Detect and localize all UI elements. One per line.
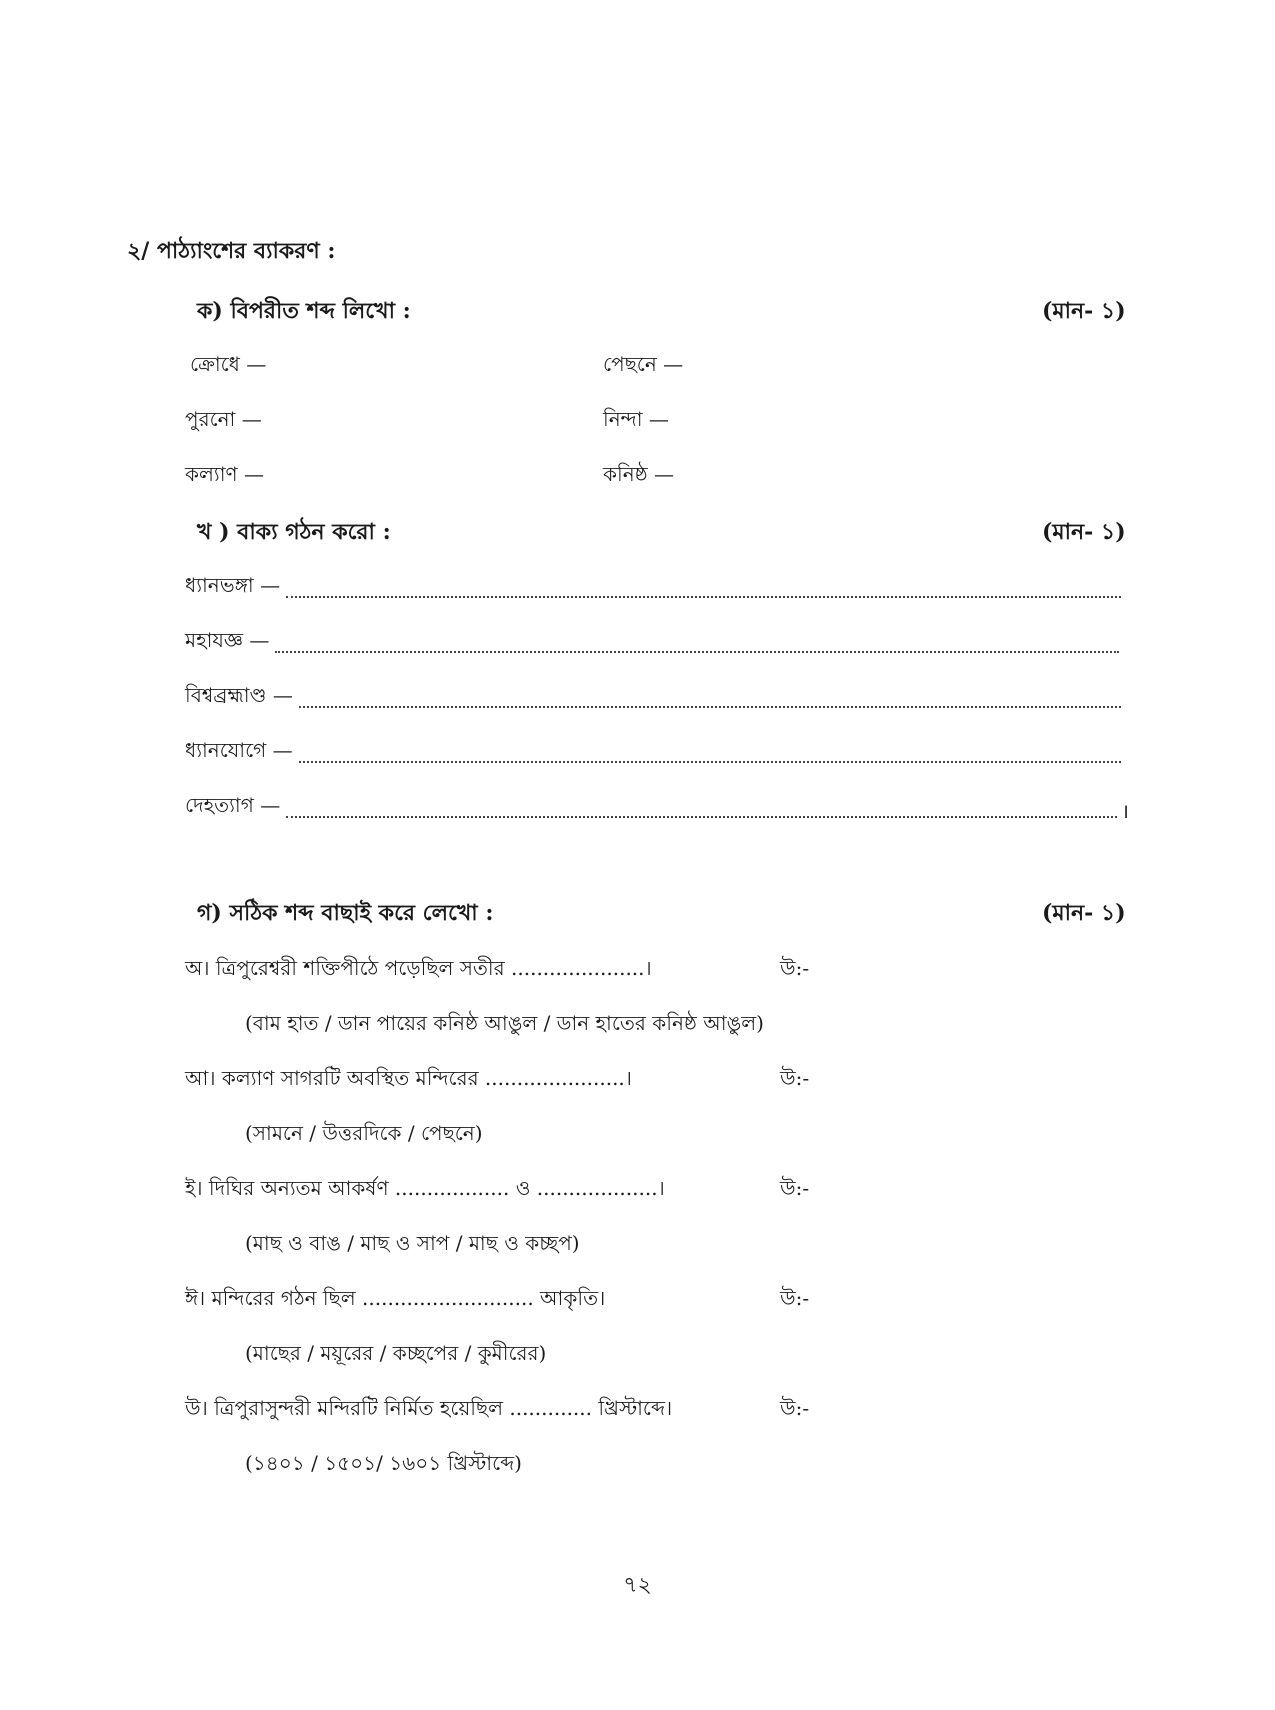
sentence-row — [185, 681, 1125, 714]
sentence-word: দেহত্যাগ — — [185, 793, 281, 817]
page-number: ৭২ — [623, 1573, 652, 1598]
sentence-word: বিশ্বব্রহ্মাণ্ড — — [185, 683, 293, 707]
section-c-marks: (মান- ১) — [1042, 900, 1126, 926]
question: উ। ত্রিপুরাসুন্দরী মন্দিরটি নির্মিত হয়েছিল ............. খ্রিস্টাব্দে। — [185, 1396, 673, 1420]
sentence-row — [185, 736, 1125, 769]
answer-line[interactable] — [299, 761, 1121, 763]
sentence-word: ধ্যানযোগে — — [185, 738, 293, 762]
antonym-word: পেছনে — — [603, 352, 684, 376]
answer-label: উ:- — [780, 956, 810, 980]
options: (মাছ ও বাঙ / মাছ ও সাপ / মাছ ও কচ্ছপ) — [245, 1231, 580, 1255]
section-b-title: খ ) বাক্য গঠন করো : — [197, 519, 391, 545]
antonym-word: ক্রোধে — — [190, 352, 267, 376]
options: (সামনে / উত্তরদিকে / পেছনে) — [245, 1121, 483, 1145]
end-mark: । — [1121, 799, 1129, 823]
antonym-word: নিন্দা — — [603, 407, 669, 431]
options: (বাম হাত / ডান পায়ের কনিষ্ঠ আঙুল / ডান হাতের কনিষ্ঠ আঙুল) — [245, 1011, 764, 1035]
answer-line[interactable] — [286, 596, 1121, 598]
question: অ। ত্রিপুরেশ্বরী শক্তিপীঠে পড়েছিল সতীর .....................। — [185, 956, 652, 980]
main-heading: ২/ পাঠ্যাংশের ব্যাকরণ : — [127, 238, 336, 264]
section-c-title: গ) সঠিক শব্দ বাছাই করে লেখো : — [197, 900, 494, 926]
sentence-word: ধ্যানভঙ্গা — — [185, 573, 281, 597]
section-a-title: ক) বিপরীত শব্দ লিখো : — [197, 298, 411, 324]
section-b-marks: (মান- ১) — [1042, 519, 1126, 545]
section-a-marks: (মান- ১) — [1042, 298, 1126, 324]
antonym-word: কনিষ্ঠ — — [603, 462, 675, 486]
answer-label: উ:- — [780, 1396, 810, 1420]
question: ই। দিঘির অন্যতম আকর্ষণ .................. ও ...................। — [185, 1176, 665, 1200]
options: (মাছের / ময়ূরের / কচ্ছপের / কুমীরের) — [245, 1341, 547, 1365]
question: ঈ। মন্দিরের গঠন ছিল ........................... আকৃতি। — [185, 1286, 606, 1310]
answer-line[interactable] — [299, 706, 1121, 708]
answer-line[interactable] — [286, 816, 1117, 818]
answer-label: উ:- — [780, 1066, 810, 1090]
antonym-word: কল্যাণ — — [185, 462, 264, 486]
sentence-row — [185, 791, 1129, 824]
sentence-row — [185, 626, 1123, 659]
answer-label: উ:- — [780, 1286, 810, 1310]
sentence-word: মহাযজ্ঞ — — [185, 628, 270, 652]
answer-label: উ:- — [780, 1176, 810, 1200]
options: (১৪০১ / ১৫০১/ ১৬০১ খ্রিস্টাব্দে) — [245, 1451, 522, 1475]
question: আ। কল্যাণ সাগরটি অবস্থিত মন্দিরের ......................। — [185, 1066, 632, 1090]
antonym-word: পুরনো — — [185, 407, 262, 431]
answer-line[interactable] — [275, 651, 1119, 653]
sentence-row — [185, 571, 1125, 604]
